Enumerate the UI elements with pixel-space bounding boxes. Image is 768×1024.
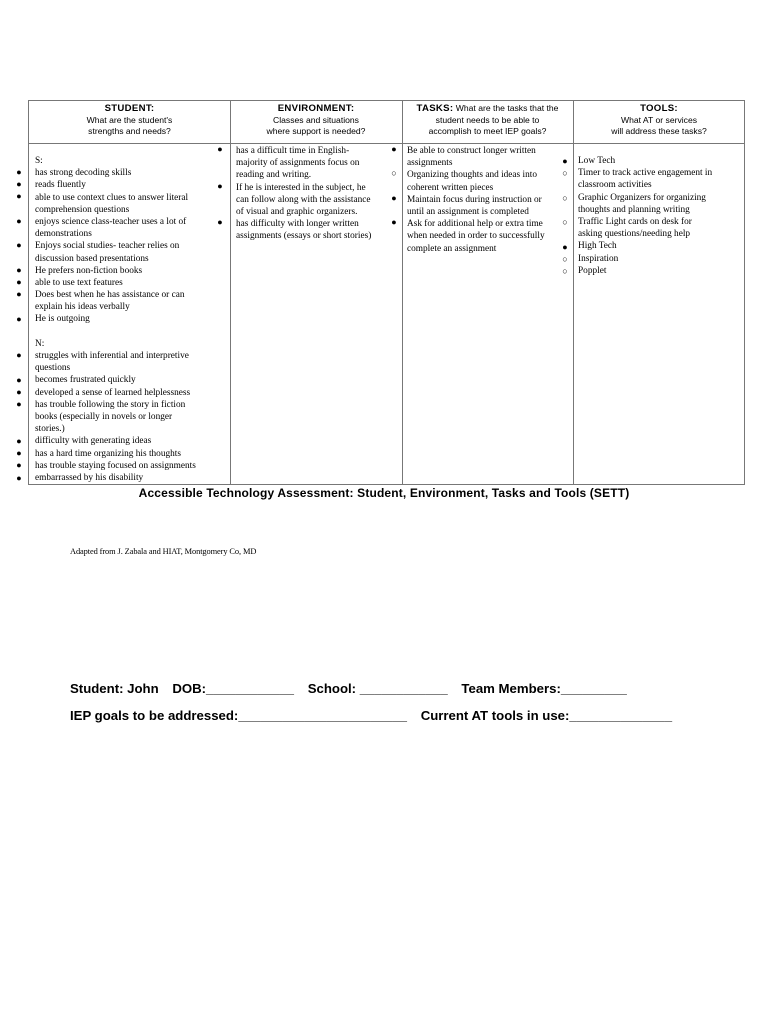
tasks-line: Ask for additional help or extra time bbox=[407, 219, 543, 230]
student-line: explain his ideas verbally bbox=[35, 302, 130, 313]
student-line: discussion based presentations bbox=[35, 253, 149, 264]
student-line: books (especially in novels or longer bbox=[35, 411, 173, 422]
bullet-icon: ● bbox=[217, 217, 223, 227]
environment-header-sub1: Classes and situations bbox=[273, 114, 359, 125]
bullet-icon: ● bbox=[16, 314, 22, 324]
student-line: able to use context clues to answer literal bbox=[35, 192, 189, 203]
tools-header-title: TOOLS: bbox=[640, 103, 678, 114]
school-field: School: ____________ bbox=[307, 681, 448, 696]
bullet-icon: ○ bbox=[562, 168, 568, 178]
tasks-line: complete an assignment bbox=[407, 243, 497, 254]
tasks-line: coherent written pieces bbox=[407, 182, 494, 193]
bullet-icon: ● bbox=[16, 277, 22, 287]
tools-line: Traffic Light cards on desk for bbox=[578, 216, 692, 227]
bullet-icon: ● bbox=[217, 181, 223, 191]
student-header-sub1: What are the student's bbox=[86, 114, 173, 125]
environment-header-title: ENVIRONMENT: bbox=[277, 103, 355, 114]
tools-cell-text bbox=[578, 155, 712, 277]
student-line: Does best when he has assistance or can bbox=[35, 290, 185, 301]
student-line: He is outgoing bbox=[35, 314, 90, 325]
student-header-sub2: strengths and needs? bbox=[88, 126, 171, 136]
bullet-icon: ● bbox=[16, 448, 22, 458]
bullet-icon: ● bbox=[217, 144, 223, 154]
adapted-from-note: Adapted from J. Zabala and HIAT, Montgomery Co, MD bbox=[70, 547, 257, 556]
tasks-line: Maintain focus during instruction or bbox=[407, 194, 542, 205]
bullet-icon: ● bbox=[391, 144, 397, 154]
student-line: has a hard time organizing his thoughts bbox=[35, 448, 181, 459]
student-line: has trouble staying focused on assignments bbox=[35, 460, 196, 471]
tasks-line: Organizing thoughts and ideas into bbox=[407, 170, 537, 181]
tasks-header-sub2: accomplish to meet IEP goals? bbox=[428, 126, 547, 136]
tools-column bbox=[573, 101, 745, 484]
student-line: has trouble following the story in fiction bbox=[35, 399, 186, 410]
bullet-icon: ● bbox=[562, 156, 568, 166]
student-line: He prefers non-fiction books bbox=[35, 265, 143, 276]
bullet-icon: ● bbox=[391, 193, 397, 203]
environment-header bbox=[230, 103, 402, 143]
environment-line: has difficulty with longer written bbox=[236, 219, 359, 230]
student-column bbox=[29, 101, 230, 484]
bullet-icon: ● bbox=[16, 265, 22, 275]
bullet-icon: ● bbox=[16, 240, 22, 250]
environment-line: If he is interested in the subject, he bbox=[236, 182, 366, 193]
current-at-tools-field: Current AT tools in use:______________ bbox=[420, 708, 673, 723]
student-line: difficulty with generating ideas bbox=[35, 436, 152, 447]
form-line-1 bbox=[70, 681, 637, 696]
environment-line: has a difficult time in English- bbox=[236, 146, 350, 156]
bullet-icon: ● bbox=[16, 289, 22, 299]
environment-line: can follow along with the assistance bbox=[236, 194, 371, 205]
student-line: questions bbox=[35, 363, 71, 374]
team-members-field: Team Members:_________ bbox=[461, 681, 627, 696]
environment-line: assignments (essays or short stories) bbox=[236, 231, 372, 242]
student-line: becomes frustrated quickly bbox=[35, 375, 136, 386]
student-line: comprehension questions bbox=[35, 204, 130, 215]
tasks-header bbox=[402, 103, 573, 143]
student-line: N: bbox=[35, 338, 45, 349]
tools-line: Graphic Organizers for organizing bbox=[578, 192, 706, 203]
environment-line: reading and writing. bbox=[236, 170, 312, 181]
tools-line: Low Tech bbox=[578, 156, 616, 166]
dob-field: DOB:____________ bbox=[172, 681, 295, 696]
student-line: S: bbox=[35, 156, 43, 166]
tasks-header-title-rest: What are the tasks that the bbox=[455, 103, 559, 113]
student-line: Enjoys social studies- teacher relies on bbox=[35, 241, 180, 252]
student-line: demonstrations bbox=[35, 229, 92, 240]
tools-line: asking questions/needing help bbox=[578, 229, 691, 240]
bullet-icon: ● bbox=[16, 167, 22, 177]
student-line: has strong decoding skills bbox=[35, 168, 132, 179]
student-cell-text bbox=[35, 155, 196, 484]
tools-header bbox=[573, 103, 745, 143]
bullet-icon: ● bbox=[16, 191, 22, 201]
bullet-icon: ● bbox=[16, 387, 22, 397]
bullet-icon: ○ bbox=[562, 266, 568, 276]
environment-line: majority of assignments focus on bbox=[236, 158, 360, 169]
student-line: enjoys science class-teacher uses a lot of bbox=[35, 216, 187, 227]
tasks-header-title: TASKS: bbox=[416, 103, 454, 114]
student-line: able to use text features bbox=[35, 277, 123, 288]
student-header bbox=[29, 103, 230, 143]
bullet-icon: ○ bbox=[562, 217, 568, 227]
tasks-line: until an assignment is completed bbox=[407, 206, 529, 217]
bullet-icon: ● bbox=[562, 242, 568, 252]
bullet-icon: ● bbox=[16, 216, 22, 226]
student-line: developed a sense of learned helplessness bbox=[35, 387, 191, 398]
student-line: struggles with inferential and interpretive bbox=[35, 351, 189, 361]
bullet-icon: ○ bbox=[562, 193, 568, 203]
tools-line: classroom activities bbox=[578, 180, 652, 191]
bullet-icon: ● bbox=[16, 350, 22, 360]
tasks-line: Be able to construct longer written bbox=[407, 146, 536, 156]
tools-line: Timer to track active engagement in bbox=[578, 168, 713, 179]
tools-line: Inspiration bbox=[578, 253, 619, 264]
tools-line: Popplet bbox=[578, 265, 607, 276]
bullet-icon: ● bbox=[16, 179, 22, 189]
bullet-icon: ● bbox=[391, 217, 397, 227]
student-name-field: Student: John bbox=[70, 681, 159, 696]
bullet-icon: ● bbox=[16, 460, 22, 470]
bullet-icon: ○ bbox=[562, 254, 568, 264]
tools-line: thoughts and planning writing bbox=[578, 204, 690, 215]
bullet-icon: ● bbox=[16, 399, 22, 409]
tasks-line: assignments bbox=[407, 158, 453, 169]
bullet-icon: ● bbox=[16, 473, 22, 483]
tools-header-sub1: What AT or services bbox=[620, 114, 698, 125]
bullet-icon: ○ bbox=[391, 168, 397, 178]
environment-cell-text bbox=[236, 145, 371, 243]
student-line bbox=[35, 326, 196, 338]
student-header-title: STUDENT: bbox=[104, 103, 155, 114]
iep-goals-field: IEP goals to be addressed:_______________________ bbox=[70, 708, 408, 723]
student-line: reads fluently bbox=[35, 180, 86, 191]
form-line-2 bbox=[70, 708, 682, 723]
tasks-line: when needed in order to successfully bbox=[407, 231, 545, 242]
student-line: stories.) bbox=[35, 424, 65, 435]
environment-column bbox=[230, 101, 402, 484]
bullet-icon: ● bbox=[16, 375, 22, 385]
sett-table bbox=[28, 100, 745, 485]
document-title: Accessible Technology Assessment: Student, Environment, Tasks and Tools (SETT) bbox=[138, 486, 630, 500]
tasks-header-sub1: student needs to be able to bbox=[435, 114, 540, 125]
environment-header-sub2: where support is needed? bbox=[266, 126, 366, 136]
tasks-column bbox=[402, 101, 573, 484]
environment-line: of visual and graphic organizers. bbox=[236, 206, 358, 217]
bullet-icon: ● bbox=[16, 436, 22, 446]
tasks-cell-text bbox=[407, 145, 545, 255]
tools-header-sub2: will address these tasks? bbox=[611, 126, 707, 136]
tools-line: High Tech bbox=[578, 241, 617, 252]
student-line: embarrassed by his disability bbox=[35, 472, 144, 483]
